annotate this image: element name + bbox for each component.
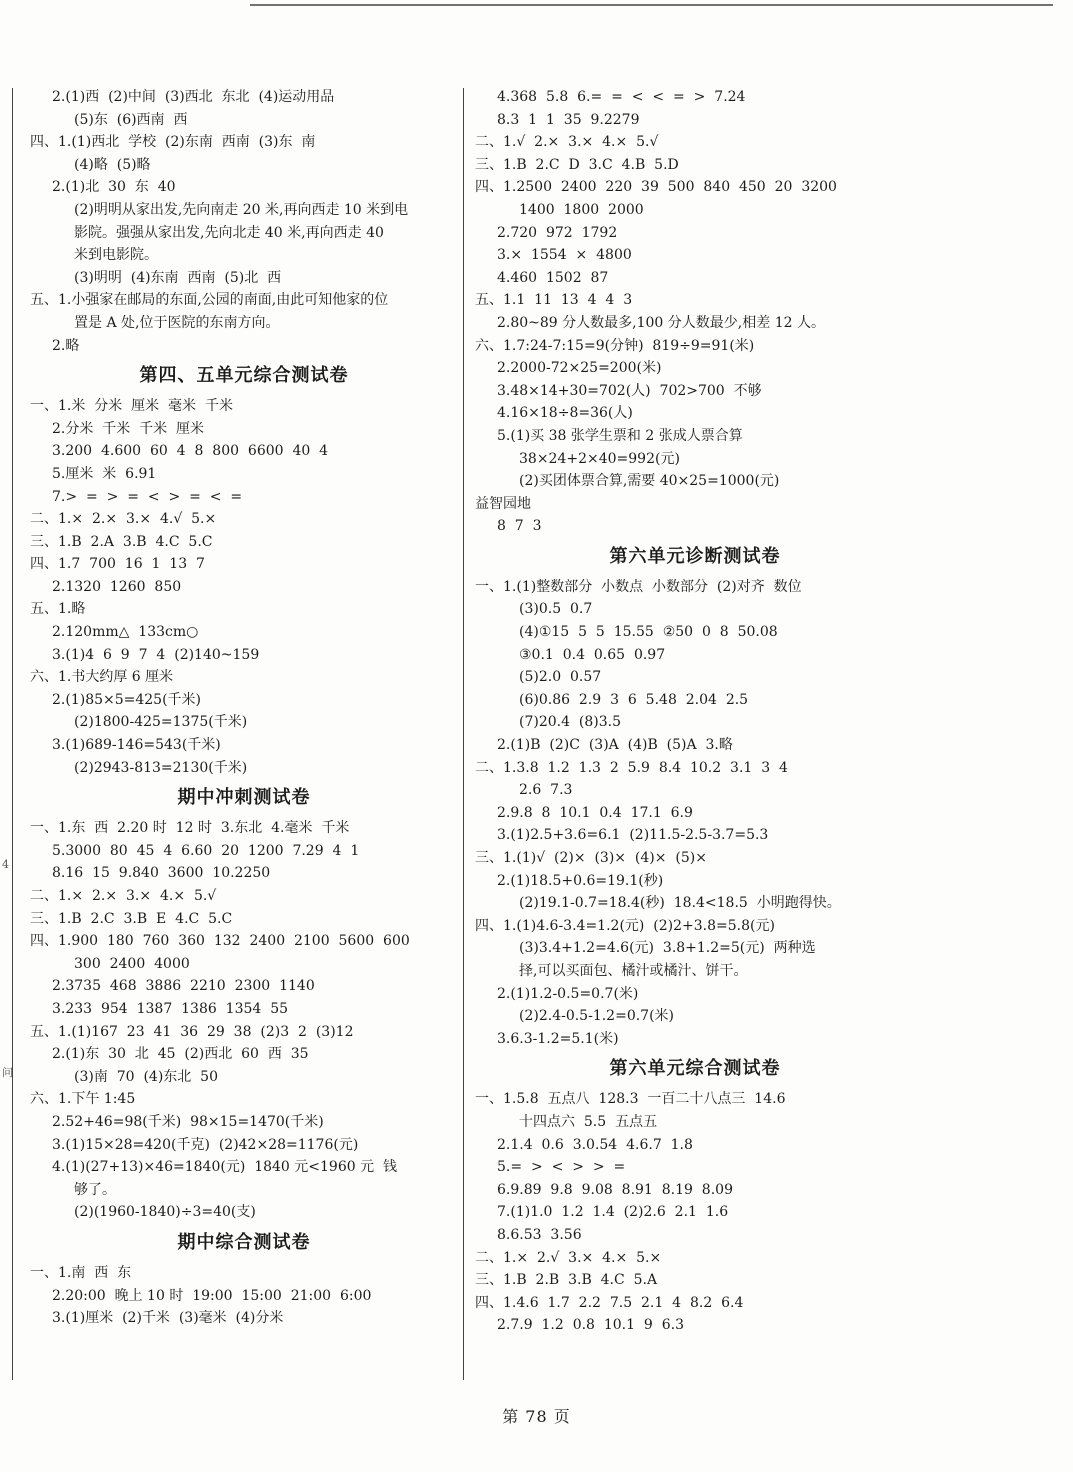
answer-text: (2)1800-425=1375(千米) [74,714,248,731]
answer-text: 一、1.南 西 东 [30,1264,132,1281]
answer-line [30,531,458,554]
answer-text: 3.6.3-1.2=5.1(米) [497,1030,619,1047]
answer-line [475,448,915,471]
answer-line [475,870,915,893]
answer-line [475,1005,915,1028]
answer-text: 5.= > < > > = [497,1159,626,1176]
answer-text: (4)①15 5 5 15.55 ②50 0 8 50.08 [519,624,778,641]
section-title [475,1050,915,1088]
answer-text: 2.(1)东 30 北 45 (2)西北 60 西 35 [52,1046,309,1063]
answer-text: 二、1.√ 2.× 3.× 4.× 5.√ [475,134,659,151]
answer-text: 8.16 15 9.840 3600 10.2250 [52,865,271,882]
answer-line [475,1269,915,1292]
answer-text: 3.(1)4 6 9 7 4 (2)140~159 [52,646,260,663]
section-title-text: 期中综合测试卷 [177,1231,311,1253]
answer-line [475,176,915,199]
answer-line [475,621,915,644]
answer-line [475,915,915,938]
answer-text: 7.> = > = < > = < = [52,488,243,505]
answer-line [30,131,458,154]
answer-text: 四、1.900 180 760 360 132 2400 2100 5600 600 [30,933,410,950]
answer-text: 三、1.B 2.C 3.B E 4.C 5.C [30,910,233,927]
answer-text: 三、1.B 2.B 3.B 4.C 5.A [475,1272,658,1289]
answer-line [475,892,915,915]
answer-text: 十四点六 5.5 五点五 [519,1113,658,1130]
answer-text: 8.6.53 3.56 [497,1226,582,1243]
answer-text: (2)买团体票合算,需要 40×25=1000(元) [519,473,780,490]
answer-text: 4.16×18÷8=36(人) [497,405,633,422]
answer-line [475,1224,915,1247]
answer-text: 2.(1)18.5+0.6=19.1(秒) [497,872,664,889]
answer-text: 2.(1)西 (2)中间 (3)西北 东北 (4)运动用品 [52,89,335,105]
answer-text: 2.(1)B (2)C (3)A (4)B (5)A 3.略 [497,737,733,754]
margin-mark: 4 [2,858,9,871]
answer-line [475,824,915,847]
answer-line [30,244,458,267]
answer-line [475,1179,915,1202]
answer-line [475,380,915,403]
answer-text: 三、1.B 2.C D 3.C 4.B 5.D [475,156,679,173]
answer-text: ③0.1 0.4 0.65 0.97 [519,646,666,663]
answer-line [475,644,915,667]
section-title [30,1224,458,1262]
answer-text: 五、1.略 [30,601,86,618]
answer-text: 2.略 [52,337,80,354]
answer-line [30,1201,458,1224]
answer-line [475,960,915,983]
answer-text: 1400 1800 2000 [519,201,644,218]
answer-line [30,757,458,780]
answer-line [30,289,458,312]
answer-text: 3.× 1554 × 4800 [497,247,632,264]
answer-line [30,975,458,998]
answer-text: 二、1.× 2.× 3.× 4.√ 5.× [30,511,217,528]
answer-line [30,395,458,418]
answer-text: 益智园地 [475,495,531,512]
answer-line [30,1066,458,1089]
answer-text: 3.48×14+30=702(人) 702>700 不够 [497,382,762,399]
answer-text: 3.(1)15×28=420(千克) (2)42×28=1176(元) [52,1136,359,1153]
answer-text: 2.6 7.3 [519,782,573,799]
answer-line [475,802,915,825]
answer-line [475,711,915,734]
answer-line [475,335,915,358]
answer-line [30,953,458,976]
answer-text: 5.(1)买 38 张学生票和 2 张成人票合算 [497,427,743,444]
answer-text: 2.3735 468 3886 2210 2300 1140 [52,978,315,995]
answer-line [475,154,915,177]
answer-text: 4.(1)(27+13)×46=1840(元) 1840 元<1960 元 钱 [52,1159,397,1176]
section-title-text: 期中冲刺测试卷 [177,787,311,809]
answer-text: 影院。强强从家出发,先向北走 40 米,再向西走 40 [74,224,384,241]
answer-text: (2)2943-813=2130(千米) [74,759,248,776]
answer-line [30,176,458,199]
answer-line [475,199,915,222]
answer-text: 38×24+2×40=992(元) [519,450,680,467]
answer-text: 2.(1)85×5=425(千米) [52,691,202,708]
answer-text: 五、1.(1)167 23 41 36 29 38 (2)3 2 (3)12 [30,1023,354,1040]
answer-line [30,817,458,840]
answer-text: 4.460 1502 87 [497,269,609,286]
answer-line [475,666,915,689]
answer-text: (3)0.5 0.7 [519,601,593,618]
answer-line [30,840,458,863]
answer-line [30,486,458,509]
answer-text: 5.厘米 米 6.91 [52,465,157,482]
answer-line [30,312,458,335]
answer-text: 择,可以买面包、橘汁或橘汁、饼干。 [519,962,748,979]
answer-line [30,598,458,621]
answer-text: 四、1.(1)西北 学校 (2)东南 西南 (3)东 南 [30,134,316,151]
column-divider [463,88,464,1380]
answer-line [30,1156,458,1179]
answer-text: 二、1.× 2.× 3.× 4.× 5.√ [30,888,217,904]
answer-line [30,1134,458,1157]
answer-line [475,470,915,493]
left-answer-column [30,86,458,1330]
right-answer-column [475,86,915,1337]
answer-text: 六、1.书大约厚 6 厘米 [30,669,174,686]
answer-line [475,983,915,1006]
answer-text: 2.(1)1.2-0.5=0.7(米) [497,985,639,1002]
answer-line [475,312,915,335]
answer-text: 2.9.8 8 10.1 0.4 17.1 6.9 [497,804,693,821]
answer-line [30,1262,458,1285]
answer-line [30,508,458,531]
answer-text: 2.2000-72×25=200(米) [497,360,662,377]
answer-text: 2.分米 千米 千米 厘米 [52,420,205,437]
answer-text: 二、1.3.8 1.2 1.3 2 5.9 8.4 10.2 3.1 3 4 [475,759,788,776]
answer-line [30,1021,458,1044]
answer-line [475,222,915,245]
answer-text: (3)明明 (4)东南 西南 (5)北 西 [74,269,282,286]
section-title [475,538,915,576]
answer-line [475,1201,915,1224]
answer-text: (5)东 (6)西南 西 [74,111,188,128]
answer-line [30,1179,458,1202]
answer-line [30,644,458,667]
page-number: 第 78 页 [502,1407,571,1426]
answer-line [475,847,915,870]
answer-line [475,402,915,425]
answer-text: 六、1.下午 1:45 [30,1091,136,1108]
answer-text: 8 7 3 [497,518,542,535]
answer-line [475,1134,915,1157]
answer-text: 四、1.7 700 16 1 13 7 [30,556,205,573]
answer-line [30,576,458,599]
answer-text: 四、1.(1)4.6-3.4=1.2(元) (2)2+3.8=5.8(元) [475,917,775,934]
answer-text: 2.120mm△ 133cm○ [52,624,199,641]
answer-text: 7.(1)1.0 1.2 1.4 (2)2.6 2.1 1.6 [497,1204,729,1221]
answer-line [475,1111,915,1134]
answer-line [475,1028,915,1051]
answer-text: 一、1.东 西 2.20 时 12 时 3.东北 4.毫米 千米 [30,820,350,837]
answer-line [30,418,458,441]
scan-top-edge [250,4,1053,6]
answer-text: (2)明明从家出发,先向南走 20 米,再向西走 10 米到电 [74,201,409,218]
answer-line [30,1285,458,1308]
answer-line [30,109,458,132]
answer-line [475,734,915,757]
answer-line [30,711,458,734]
answer-line [30,199,458,222]
answer-line [30,734,458,757]
answer-text: (3)南 70 (4)东北 50 [74,1068,218,1085]
answer-text: 2.52+46=98(千米) 98×15=1470(千米) [52,1113,324,1130]
answer-text: 3.233 954 1387 1386 1354 55 [52,1000,289,1017]
answer-line [30,1111,458,1134]
answer-text: 一、1.(1)整数部分 小数点 小数部分 (2)对齐 数位 [475,578,802,595]
section-title [30,357,458,395]
answer-text: 一、1.5.8 五点八 128.3 一百二十八点三 14.6 [475,1091,786,1108]
answer-text: 6.9.89 9.8 9.08 8.91 8.19 8.09 [497,1181,733,1198]
answer-line [475,1156,915,1179]
answer-text: 3.(1)厘米 (2)千米 (3)毫米 (4)分米 [52,1310,284,1327]
answer-line [475,689,915,712]
answer-line [475,131,915,154]
answer-text: 三、1.(1)√ (2)× (3)× (4)× (5)× [475,850,707,866]
answer-text: 5.3000 80 45 4 6.60 20 1200 7.29 4 1 [52,842,360,859]
answer-line [475,598,915,621]
section-title-text: 第四、五单元综合测试卷 [139,365,349,387]
answer-text: (6)0.86 2.9 3 6 5.48 2.04 2.5 [519,691,749,708]
answer-text: 2.80~89 分人数最多,100 分人数最少,相差 12 人。 [497,314,825,331]
answer-text: 2.7.9 1.2 0.8 10.1 9 6.3 [497,1317,684,1334]
answer-line [30,335,458,358]
answer-text: 五、1.1 11 13 4 4 3 [475,292,633,309]
section-title-text: 第六单元诊断测试卷 [609,545,781,567]
answer-line [475,244,915,267]
answer-text: 3.(1)2.5+3.6=6.1 (2)11.5-2.5-3.7=5.3 [497,827,769,844]
answer-text: 四、1.4.6 1.7 2.2 7.5 2.1 4 8.2 6.4 [475,1294,744,1311]
answer-line [475,1292,915,1315]
answer-text: 一、1.米 分米 厘米 毫米 千米 [30,398,233,415]
answer-text: 4.368 5.8 6.= = < < = > 7.24 [497,89,746,105]
section-title-text: 第六单元综合测试卷 [609,1058,781,1080]
answer-line [475,109,915,132]
answer-text: (3)3.4+1.2=4.6(元) 3.8+1.2=5(元) 两种选 [519,940,816,957]
answer-text: 二、1.× 2.√ 3.× 4.× 5.× [475,1249,662,1266]
answer-line [30,621,458,644]
answer-line [30,1043,458,1066]
answer-text: 四、1.2500 2400 220 39 500 840 450 20 3200 [475,179,837,196]
answer-line [30,267,458,290]
answer-line [475,493,915,516]
answer-line [475,515,915,538]
answer-line [30,998,458,1021]
answer-line [475,1247,915,1270]
answer-line [475,267,915,290]
answer-text: 六、1.7:24-7:15=9(分钟) 819÷9=91(米) [475,337,755,354]
answer-line [30,463,458,486]
answer-line [475,1088,915,1111]
answer-text: 2.1320 1260 850 [52,578,182,595]
answer-line [30,440,458,463]
margin-mark: 问 [2,1066,13,1079]
answer-text: (7)20.4 (8)3.5 [519,714,621,731]
answer-line [30,689,458,712]
answer-text: 五、1.小强家在邮局的东面,公园的南面,由此可知他家的位 [30,292,389,309]
answer-text: 米到电影院。 [74,247,158,264]
answer-text: 三、1.B 2.A 3.B 4.C 5.C [30,533,213,550]
answer-line [475,576,915,599]
answer-line [30,930,458,953]
answer-line [475,937,915,960]
answer-text: 3.(1)689-146=543(千米) [52,737,221,754]
answer-line [475,86,915,109]
answer-line [475,1314,915,1337]
answer-line [30,222,458,245]
answer-text: 300 2400 4000 [74,955,190,972]
answer-line [30,885,458,908]
answer-text: 够了。 [74,1181,116,1198]
answer-line [475,289,915,312]
answer-text: 2.1.4 0.6 3.0.54 4.6.7 1.8 [497,1136,693,1153]
answer-line [30,553,458,576]
answer-text: (2)2.4-0.5-1.2=0.7(米) [519,1008,675,1025]
answer-text: 2.20:00 晚上 10 时 19:00 15:00 21:00 6:00 [52,1287,372,1304]
answer-line [30,862,458,885]
answer-text: (5)2.0 0.57 [519,669,602,686]
answer-line [30,86,458,109]
answer-text: 3.200 4.600 60 4 8 800 6600 40 4 [52,443,329,460]
left-margin-rule [12,88,13,1380]
answer-line [30,666,458,689]
answer-text: 2.(1)北 30 东 40 [52,179,176,196]
answer-text: 2.720 972 1792 [497,224,618,241]
answer-text: (2)19.1-0.7=18.4(秒) 18.4<18.5 小明跑得快。 [519,895,841,912]
answer-line [475,757,915,780]
answer-line [30,154,458,177]
answer-text: 8.3 1 1 35 9.2279 [497,111,640,128]
answer-line [30,908,458,931]
answer-line [30,1088,458,1111]
section-title [30,779,458,817]
answer-text: 置是 A 处,位于医院的东南方向。 [74,314,280,331]
answer-line [30,1307,458,1330]
answer-line [475,425,915,448]
answer-line [475,779,915,802]
answer-line [475,357,915,380]
answer-text: (2)(1960-1840)÷3=40(支) [74,1204,256,1221]
answer-text: (4)略 (5)略 [74,156,151,173]
